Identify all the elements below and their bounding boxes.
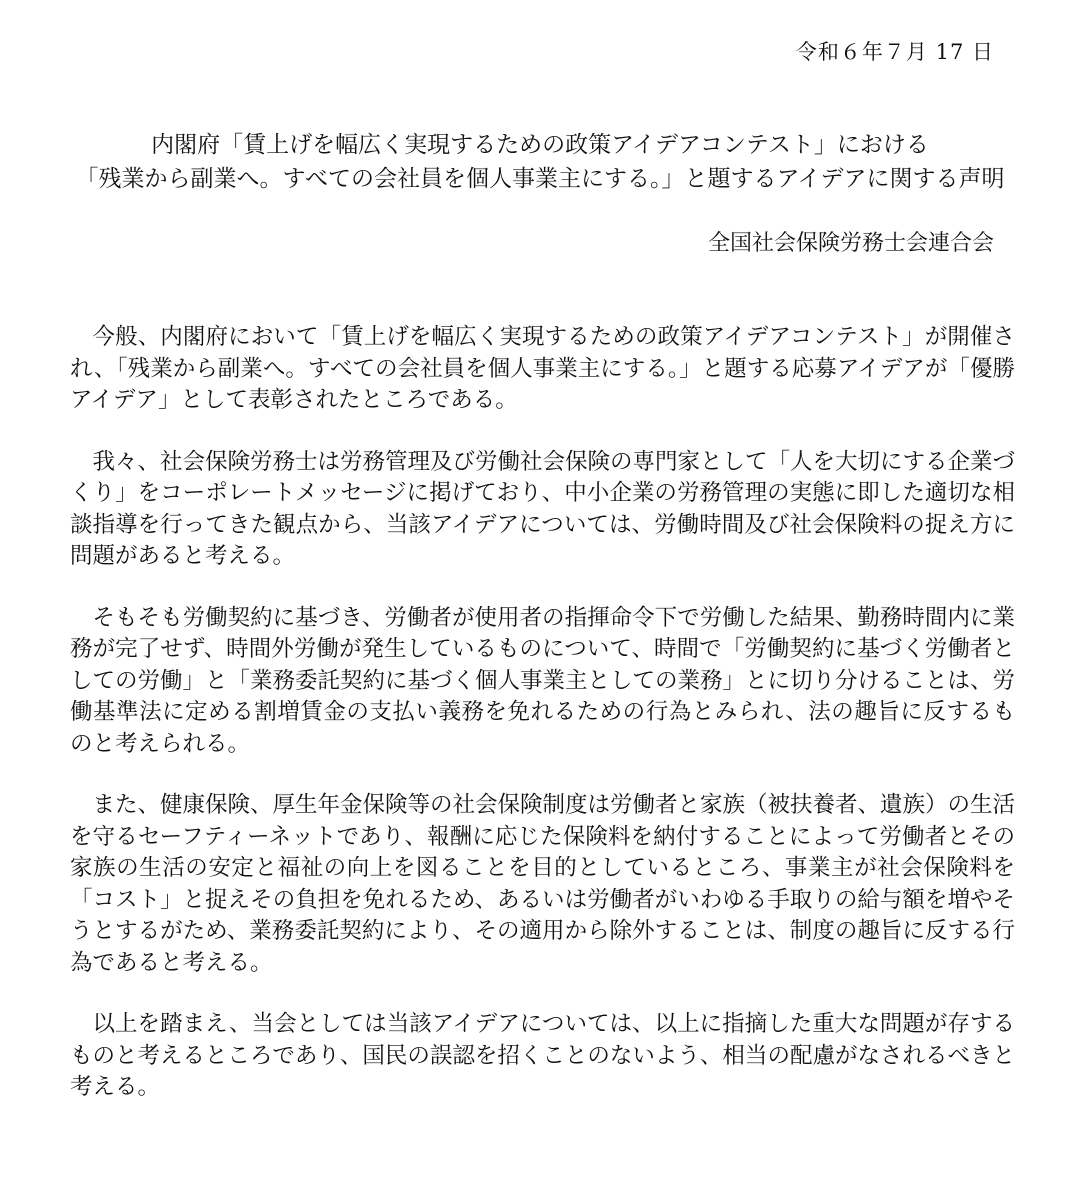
statement-body — [70, 322, 1015, 1104]
body-paragraph: そもそも労働契約に基づき、労働者が使用者の指揮命令下で労働した結果、勤務時間内に業務が完了せず、時間外労働が発生しているものについて、時間で「労働契約に基づく労働者としての労働」と「業務委託契約に基づく個人事業主としての業務」とに切り分けることは、労働基準法に定める割増賃金の支払い義務を免れるための行為とみられ、法の趣旨に反するものと考えられる。 — [70, 604, 1016, 757]
title-line: 内閣府「賃上げを幅広く実現するための政策アイデアコンテスト」における — [151, 132, 929, 158]
body-paragraph: 今般、内閣府において「賃上げを幅広く実現するための政策アイデアコンテスト」が開催され、「残業から副業へ。すべての会社員を個人事業主にする。」と題する応募アイデアが「優勝アイデア」として表彰されたところである。 — [70, 324, 1015, 413]
title-line: 「残業から副業へ。すべての会社員を個人事業主にする。」と題するアイデアに関する声明 — [75, 166, 1005, 192]
document-date: 令和６年７月 17 日 — [795, 40, 994, 64]
body-paragraph: 以上を踏まえ、当会としては当該アイデアについては、以上に指摘した重大な問題が存するものと考えるところであり、国民の誤認を招くことのないよう、相当の配慮がなされるべきと考える。 — [70, 1011, 1015, 1100]
issuing-organization: 全国社会保険労務士会連合会 — [707, 231, 994, 256]
body-paragraph: また、健康保険、厚生年金保険等の社会保険制度は労働者と家族（被扶養者、遺族）の生活を守るセーフティーネットであり、報酬に応じた保険料を納付することによって労働者とその家族の生活の安定と福祉の向上を図ることを目的としているところ、事業主が社会保険料を「コスト」と捉えその負担を免れるため、あるいは労働者がいわゆる手取りの給与額を増やそうとするがため、業務委託契約により、その適用から除外することは、制度の趣旨に反する行為であると考える。 — [70, 792, 1016, 976]
document-title — [0, 128, 1080, 196]
body-paragraph: 我々、社会保険労務士は労務管理及び労働社会保険の専門家として「人を大切にする企業づくり」をコーポレートメッセージに掲げており、中小企業の労務管理の実態に即した適切な相談指導を行ってきた観点から、当該アイデアについては、労働時間及び社会保険料の捉え方に問題があると考える。 — [70, 448, 1016, 569]
